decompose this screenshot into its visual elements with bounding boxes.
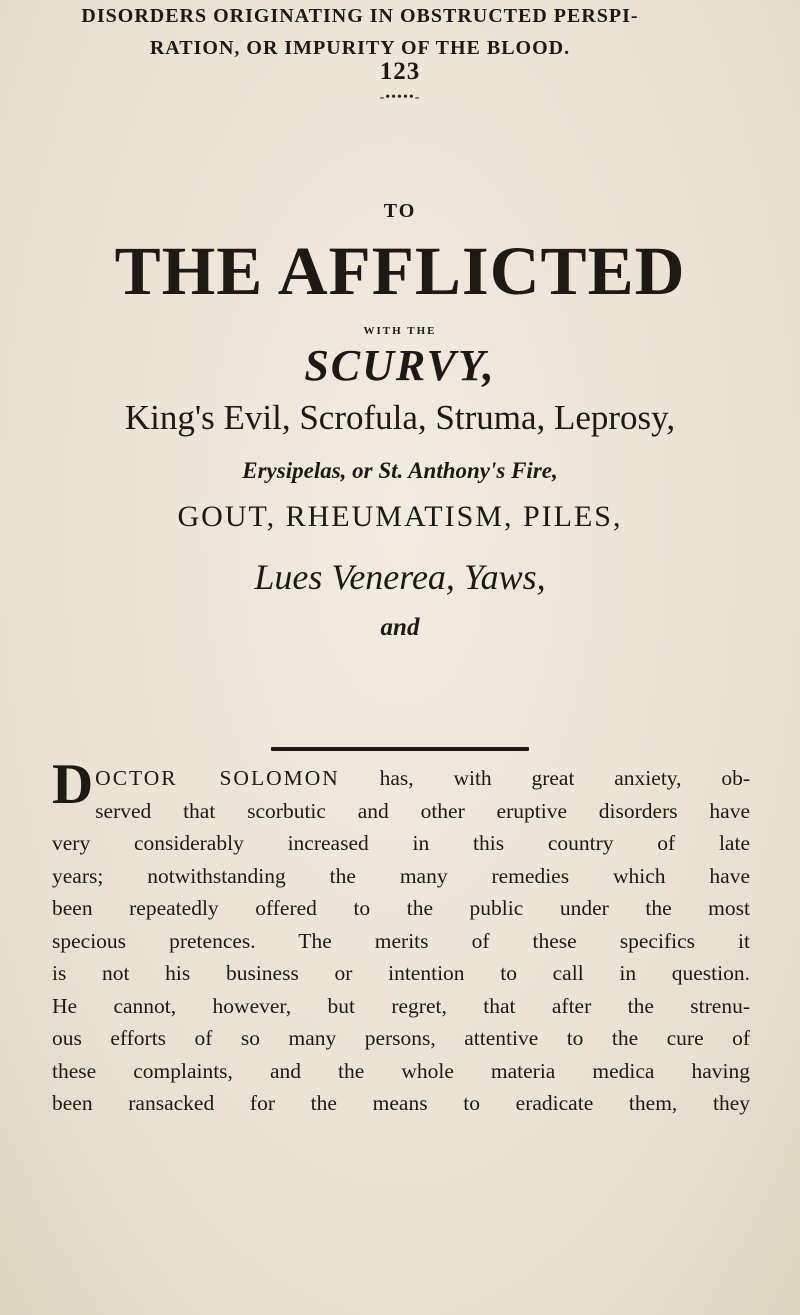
page-number: 123	[379, 58, 421, 85]
body-line-1-rest: has, with great anxiety, ob-	[339, 766, 750, 790]
heading-to: TO	[383, 200, 417, 222]
body-line-3: very considerably increased in this country of late	[52, 831, 750, 855]
heading-lues: Lues Venerea, Yaws,	[254, 557, 546, 597]
disorders-line-1: DISORDERS ORIGINATING IN OBSTRUCTED PERSPI-	[81, 5, 639, 27]
body-line-9: ous efforts of so many persons, attentive to the cure of	[52, 1026, 750, 1050]
author-name-smallcaps: OCTOR SOLOMON	[95, 766, 340, 790]
page-title: THE AFFLICTED	[114, 233, 686, 309]
heading-and: and	[380, 614, 420, 641]
body-line-6: specious pretences. The merits of these specifics it	[52, 928, 750, 953]
body-line-11: been ransacked for the means to eradicate them, they	[52, 1091, 750, 1115]
heading-disorders	[0, 0, 720, 64]
ornament: -•••••-	[379, 90, 421, 105]
drop-cap: D	[52, 753, 94, 816]
heading-scurvy: SCURVY,	[304, 341, 496, 390]
body-line-4: years; notwithstanding the many remedies which have	[52, 863, 750, 888]
heading-kings-evil: King's Evil, Scrofula, Struma, Leprosy,	[124, 398, 676, 437]
body-line-2: served that scorbutic and other eruptive disorders have	[95, 798, 750, 823]
disorders-line-2: RATION, OR IMPURITY OF THE BLOOD.	[149, 37, 571, 59]
body-line-5: been repeatedly offered to the public under the most	[52, 896, 750, 920]
divider-rule	[271, 747, 529, 751]
heading-gout: GOUT, RHEUMATISM, PILES,	[177, 500, 623, 533]
body-paragraph	[52, 753, 750, 1120]
heading-with-the: WITH THE	[363, 325, 437, 337]
body-line-7: is not his business or intention to call in question.	[52, 961, 750, 985]
body-line-10: these complaints, and the whole materia medica having	[52, 1058, 750, 1083]
body-line-8: He cannot, however, but regret, that after the strenu-	[52, 993, 750, 1018]
heading-erysipelas: Erysipelas, or St. Anthony's Fire,	[242, 458, 558, 483]
body-line-1	[52, 762, 750, 795]
